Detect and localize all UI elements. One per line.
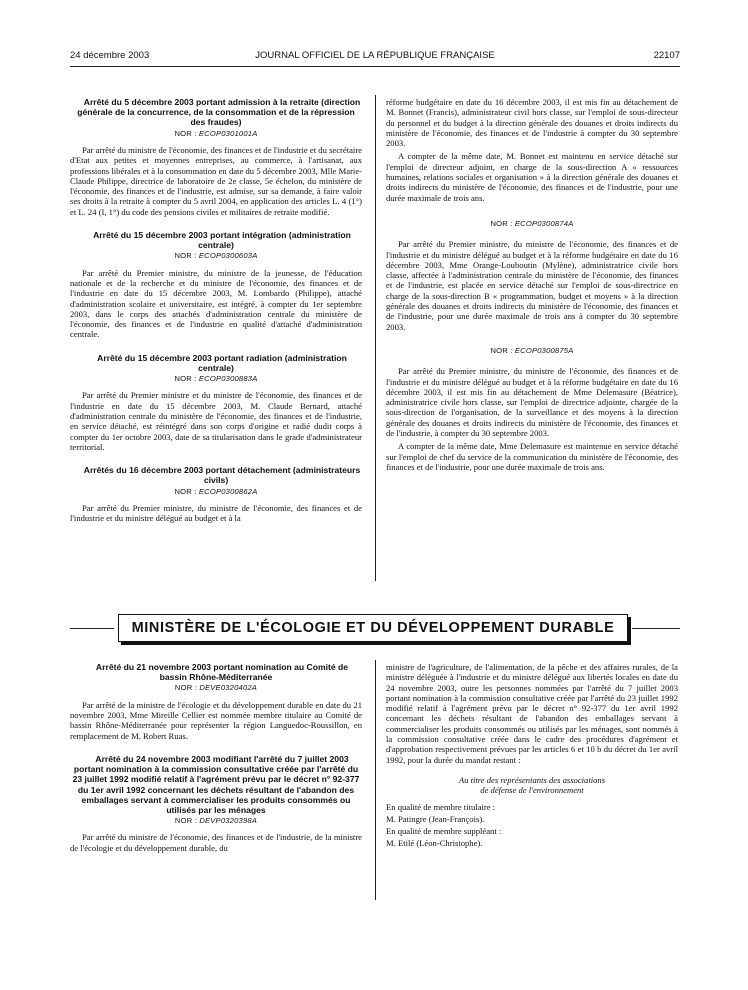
nor-label: NOR : xyxy=(490,218,513,228)
nor-code: ECOP0300874A xyxy=(514,218,574,228)
paragraph: Par arrêté du Premier ministre, du ministre de l'économie, des finances et de l'industrie et du ministre délégué au budget et à la réforme budgétaire en date du 16 décembre 2003, Mme Orange-Louboutin (Mylène), administratrice civile hors classe, affectée à l'administration centrale du ministère de l'économie, des finances et de l'industrie, est placée en service détaché sur l'emploi de sous-directrice en charge de la sous-direction B « programmation, budget et moyens » à la direction générale des douanes et droits indirects du ministère de l'économie, des finances et de l'industrie, pour une durée maximale de trois ans à compter du 30 septembre 2003. xyxy=(386,239,678,332)
decree-nomination-comite xyxy=(70,662,362,741)
bottom-left-column xyxy=(70,662,362,856)
section-title-line: de défense de l'environnement xyxy=(480,785,584,796)
nor-line xyxy=(70,683,362,693)
decree-body: Par arrêté du ministre de l'économie, des finances et de l'industrie, de la ministre de l'écologie et du développement durable, du xyxy=(70,832,362,853)
decree-integration xyxy=(70,230,362,340)
paragraph: ministre de l'agriculture, de l'alimentation, de la pêche et des affaires rurales, de la ministre déléguée à l'industrie et du ministre délégué aux libertés locales en date du 24 novembre 2003, outre les personnes nommées par l'arrêté du 7 juillet 2003 portant nomination à la commission consultative créée par l'arrêté du 23 juillet 1992 modifié relatif à l'agrément prévu par le décret n° 92-377 du 1er avril 1992 concernant les déchets résultant de l'abandon des emballages servant à commercialiser les produits consommés ou utilisés par les ménages, sont nommés à la commission consultative créée dans le cadre des procédures d'agrément et d'approbation respectivement prévues par les articles 6 et 10 b du décret du 1er avril 1992, pour la durée du mandat restant : xyxy=(386,662,678,765)
nor-line xyxy=(70,816,362,826)
nor-line xyxy=(70,129,362,139)
nor-code: ECOP0301001A xyxy=(198,128,258,138)
decree-body: Par arrêté du Premier ministre et du ministre de l'économie, des finances et de l'industrie en date du 15 décembre 2003, M. Claude Bernard, attaché d'administration centrale du ministère de l'économie, des finances et de l'industrie, en service détaché, est réintégré dans son corps d'origine et radié dudit corps à compter du 1er octobre 2003, date de sa titularisation dans le grade d'administrateur territorial. xyxy=(70,390,362,452)
nor-line xyxy=(386,219,678,229)
list-item: M. Patingre (Jean-François). xyxy=(386,813,485,824)
decree-title: Arrêtés du 16 décembre 2003 portant détachement (administrateurs civils) xyxy=(83,465,361,486)
decree-detachement xyxy=(70,465,362,523)
decree-title: Arrêté du 24 novembre 2003 modifiant l'arrêté du 7 juillet 2003 portant nomination à la commission consultative créée par l'arrêté du 23 juillet 1992 modifié relatif à l'agrément prévu par le décret n° 92-377 du 1er avril 1992 concernant les déchets résultant de l'abandon des emballages servant à commercialiser les produits consommés ou utilisés par les ménages xyxy=(72,753,360,815)
paragraph: réforme budgétaire en date du 16 décembre 2003, il est mis fin au détachement de M. Bonnet (Francis), administrateur civil hors classe, sur l'emploi de sous-directeur du personnel et du budget à la direction générale des douanes et droits indirects du ministère de l'économie, des finances et de l'industrie à compter du 30 septembre 2003. xyxy=(386,97,678,149)
banner-rule-right xyxy=(632,628,680,629)
nor-line xyxy=(70,487,362,497)
paragraph: Par arrêté du Premier ministre, du ministre de l'économie, des finances et de l'industrie et du ministre délégué au budget et à la réforme budgétaire en date du 16 décembre 2003, il est mis fin au détachement de Mme Delemasure (Béatrice), administratrice civile hors classe, sur l'emploi de directrice adjointe, chargée de la sous-direction de l'organisation, de la surveillance et des moyens à la direction générale des douanes et droits indirects du ministère de l'économie, des finances et de l'industrie, à compter du 30 septembre 2003. xyxy=(386,366,678,439)
journal-title: JOURNAL OFFICIEL DE LA RÉPUBLIQUE FRANÇAISE xyxy=(255,50,495,61)
page-number: 22107 xyxy=(653,50,680,61)
decree-title: Arrêté du 21 novembre 2003 portant nomination au Comité de bassin Rhône-Méditerranée xyxy=(95,662,349,683)
column-divider xyxy=(375,660,376,900)
nor-code: DEVP0320398A xyxy=(199,816,258,826)
column-divider xyxy=(375,95,376,581)
decree-retraite xyxy=(70,97,362,217)
nor-code: DEVE0320402A xyxy=(199,683,258,693)
decree-body: Par arrêté de la ministre de l'écologie et du développement durable en date du 21 novembre 2003, Mme Mireille Cellier est nommée membre titulaire au Comité de bassin Rhône-Méditerranée pour représenter la région Languedoc-Roussillon, en remplacement de M. Robert Ruas. xyxy=(70,699,362,741)
nor-code: ECOP0300603A xyxy=(198,251,258,261)
nor-label: NOR : xyxy=(174,816,198,826)
nor-label: NOR : xyxy=(174,251,197,261)
list-item: En qualité de membre titulaire : xyxy=(386,801,496,812)
nor-label: NOR : xyxy=(174,683,198,693)
list-item: En qualité de membre suppléant : xyxy=(386,826,502,837)
section-title-line: Au titre des représentants des associations xyxy=(458,774,606,785)
banner-rule-left xyxy=(70,628,114,629)
top-left-column xyxy=(70,97,362,527)
nor-label: NOR : xyxy=(490,345,513,355)
decree-title: Arrêté du 5 décembre 2003 portant admission à la retraite (direction générale de la concurrence, de la consommation et de la répression des fraudes) xyxy=(77,97,361,128)
paragraph: A compter de la même date, M. Bonnet est maintenu en service détaché sur l'emploi de directeur adjoint, en charge de la sous-direction A « ressources humaines, relations sociales et organisation » à la direction générale des douanes et droits indirects du ministère de l'économie, des finances et de l'industrie, pour une durée maximale de trois ans. xyxy=(386,151,678,203)
page-header xyxy=(70,50,680,64)
bottom-right-column xyxy=(386,662,678,851)
paragraph: A compter de la même date, Mme Delemasure est maintenue en service détaché sur l'emploi de chef du service de la communication du ministère de l'économie, des finances et de l'industrie, pour une durée maximale de trois ans. xyxy=(386,441,678,472)
decree-body: Par arrêté du Premier ministre, du ministre de la jeunesse, de l'éducation nationale et de la recherche et du ministre de l'économie, des finances et de l'industrie en date du 15 décembre 2003, M. Lombardo (Philippe), attaché d'administration scolaire et universitaire, est intégré, à compter du 1er septembre 2003, dans le corps des attachés d'administration centrale du ministère de l'économie, des finances et de l'industrie en qualité d'attaché d'administration centrale. xyxy=(70,267,362,340)
nor-line xyxy=(70,251,362,261)
nor-label: NOR : xyxy=(174,128,197,138)
decree-commission xyxy=(70,754,362,853)
ministry-banner: MINISTÈRE DE L'ÉCOLOGIE ET DU DÉVELOPPEMENT DURABLE xyxy=(118,614,628,642)
decree-title: Arrêté du 15 décembre 2003 portant radiation (administration centrale) xyxy=(97,352,347,373)
member-list xyxy=(386,802,678,849)
header-date: 24 décembre 2003 xyxy=(70,50,150,61)
decree-radiation xyxy=(70,353,362,452)
nor-code: ECOP0300862A xyxy=(198,486,258,496)
decree-body: Par arrêté du Premier ministre, du ministre de l'économie, des finances et de l'industrie et du ministre délégué au budget et à la xyxy=(70,502,362,524)
nor-code: ECOP0300883A xyxy=(198,374,258,384)
nor-label: NOR : xyxy=(174,374,197,384)
header-rule xyxy=(70,66,680,67)
list-item: M. Etilé (Léon-Christophe). xyxy=(386,838,483,849)
nor-label: NOR : xyxy=(174,486,197,496)
decree-title: Arrêté du 15 décembre 2003 portant intégration (administration centrale) xyxy=(93,229,351,251)
nor-line xyxy=(70,374,362,384)
decree-body: Par arrêté du ministre de l'économie, des finances et de l'industrie et du secrétaire d'Etat aux petites et moyennes entreprises, au commerce, à l'artisanat, aux professions libérales et à la consommation en date du 5 décembre 2003, Mlle Marie-Claude Philippe, directrice de laboratoire de 2e classe, 5e échelon, du ministère de l'économie, des finances et de l'industrie, est admise, sur sa demande, à faire valoir ses droits à la retraite à compter du 5 avril 2004, en application des articles L. 4 (1°) et L. 24 (I, 1°) du code des pensions civiles et militaires de retraite modifié. xyxy=(70,144,362,217)
nor-code: ECOP0300875A xyxy=(514,345,574,355)
section-title xyxy=(386,775,678,796)
nor-line xyxy=(386,346,678,356)
top-right-column xyxy=(386,97,678,475)
